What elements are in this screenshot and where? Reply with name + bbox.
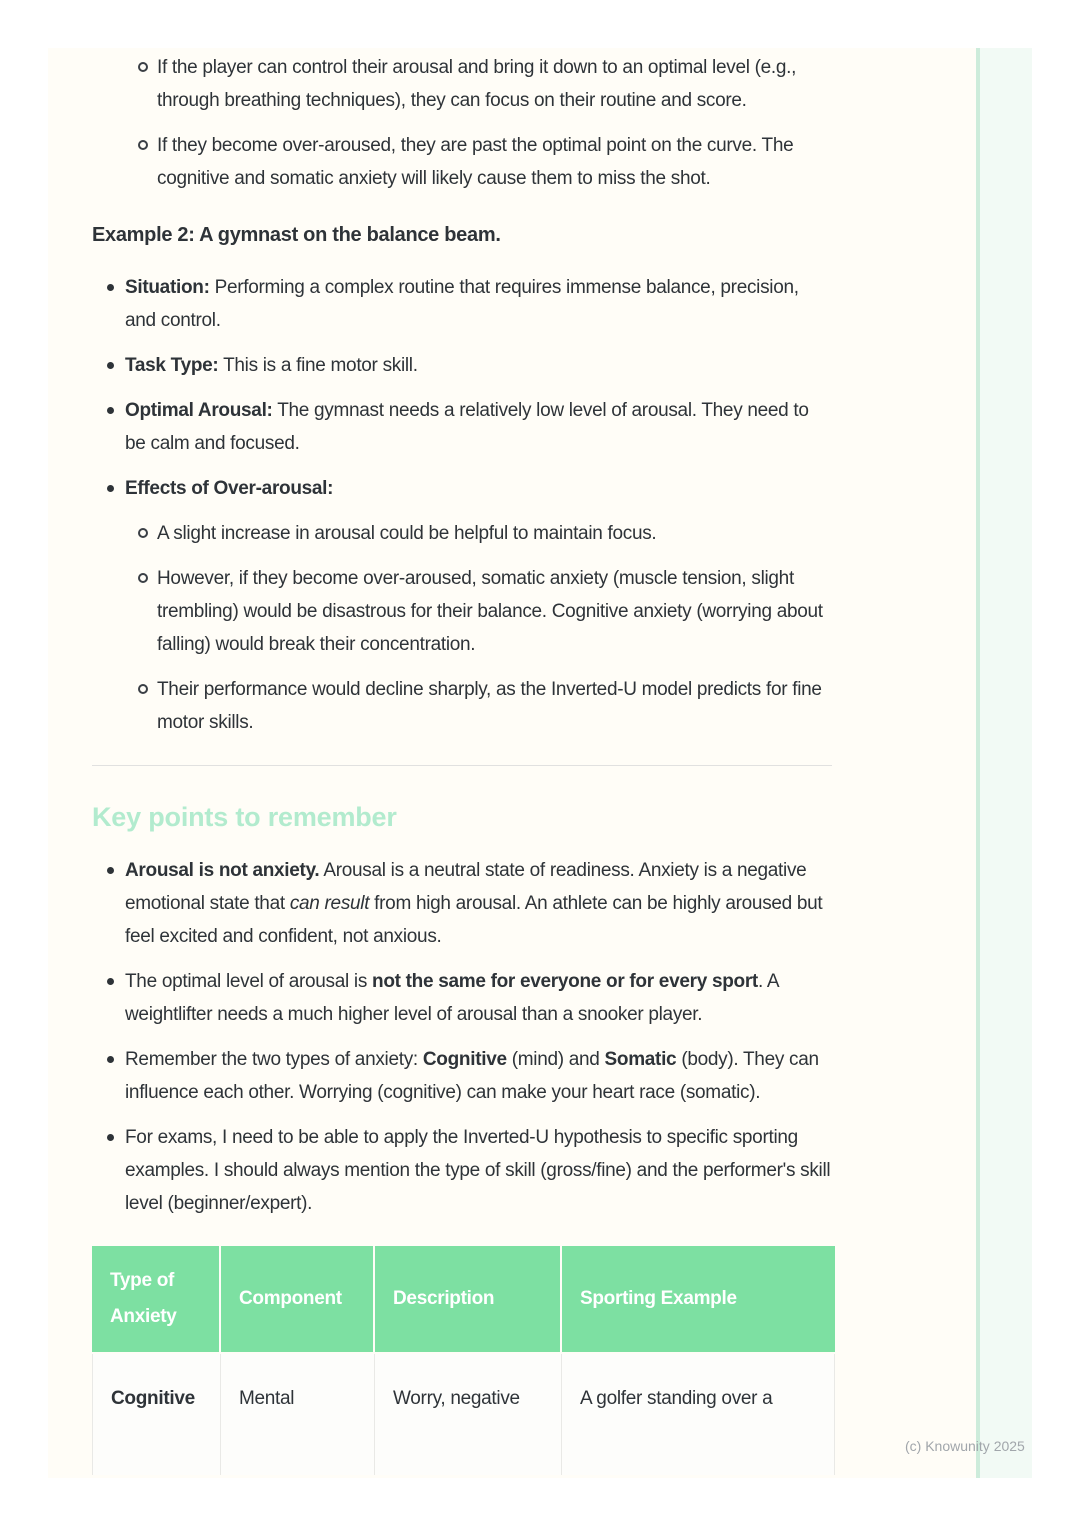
hollow-bullet-icon <box>138 684 148 694</box>
page-content <box>92 48 832 1475</box>
text-segment: (mind) and <box>506 1049 605 1070</box>
table-cell-component: Mental <box>221 1354 375 1475</box>
text-segment: . A weightlifter needs a much higher level of arousal than a snooker player. <box>125 971 779 1025</box>
bullet-icon <box>107 867 114 874</box>
page-edge-accent <box>976 48 1032 1478</box>
list-item-text <box>125 394 832 460</box>
key-points-heading: Key points to remember <box>92 802 397 832</box>
list-item-text <box>125 349 832 382</box>
list-item-text: A slight increase in arousal could be helpful to maintain focus. <box>157 523 657 544</box>
list-item-text <box>125 1043 832 1109</box>
bullet-icon <box>107 978 114 985</box>
table-cell-sporting-example: A golfer standing over a <box>562 1354 835 1475</box>
intro-bullet-list <box>92 51 832 195</box>
copyright-watermark: (c) Knowunity 2025 <box>905 1438 1025 1454</box>
text-segment-italic: can result <box>289 893 370 914</box>
list-item-body: Performing a complex routine that requires immense balance, precision, and control. <box>125 277 799 331</box>
table-header-row <box>92 1246 835 1354</box>
text-segment: Arousal is a neutral state of readiness. Anxiety is a negative emotional state that <box>125 860 807 914</box>
table-header-type-of-anxiety: Type of Anxiety <box>92 1246 221 1354</box>
text-segment: Remember the two types of anxiety: <box>125 1049 423 1070</box>
list-item-text <box>125 965 832 1031</box>
hollow-bullet-icon <box>138 140 148 150</box>
hollow-bullet-icon <box>138 573 148 583</box>
list-item-text: If they become over-aroused, they are past the optimal point on the curve. The cognitive and somatic anxiety will likely cause them to miss the shot. <box>157 135 794 189</box>
bullet-icon <box>107 1134 114 1141</box>
list-item <box>92 394 832 460</box>
table-header-description: Description <box>375 1246 562 1354</box>
table-cell-description: Worry, negative <box>375 1354 562 1475</box>
hollow-bullet-icon <box>138 528 148 538</box>
table-header-component: Component <box>221 1246 375 1354</box>
text-segment-bold: Arousal is not anxiety. <box>125 860 320 881</box>
list-item-label: Situation: <box>125 277 210 298</box>
anxiety-types-table <box>92 1246 835 1475</box>
table-cell-type: Cognitive <box>92 1354 221 1475</box>
effects-sub-bullet-list <box>92 517 832 739</box>
list-item-body: This is a fine motor skill. <box>218 355 418 376</box>
list-item-text <box>125 854 832 953</box>
example-bullet-list <box>92 271 832 739</box>
section-divider <box>92 765 832 766</box>
text-segment-bold: not the same for everyone or for every sport <box>372 971 758 992</box>
list-item <box>92 854 832 953</box>
list-item <box>92 1043 832 1109</box>
list-item-text <box>125 1121 832 1220</box>
document-page <box>48 48 1032 1478</box>
bullet-icon <box>107 485 114 492</box>
list-item-text: Their performance would decline sharply, as the Inverted-U model predicts for fine motor skills. <box>157 679 822 733</box>
text-segment: For exams, I need to be able to apply the Inverted-U hypothesis to specific sporting examples. I should always mention the type of skill (gross/fine) and the performer's skill level (beginner/expert). <box>125 1127 831 1214</box>
list-item-label: Task Type: <box>125 355 219 376</box>
text-segment: from high arousal. An athlete can be highly aroused but feel excited and confident, not anxious. <box>125 893 823 947</box>
list-item-text <box>125 472 832 505</box>
text-segment-bold: Somatic <box>604 1049 677 1070</box>
list-item <box>92 271 832 337</box>
list-item <box>92 562 832 661</box>
list-item-label: Optimal Arousal: <box>125 400 273 421</box>
hollow-bullet-icon <box>138 62 148 72</box>
key-points-list <box>92 854 832 1220</box>
text-segment-bold: Cognitive <box>422 1049 507 1070</box>
bullet-icon <box>107 407 114 414</box>
bullet-icon <box>107 362 114 369</box>
list-item <box>92 965 832 1031</box>
list-item <box>92 517 832 550</box>
bullet-icon <box>107 1056 114 1063</box>
list-item-body: The gymnast needs a relatively low level of arousal. They need to be calm and focused. <box>125 400 809 454</box>
example-heading: Example 2: A gymnast on the balance beam. <box>92 224 501 246</box>
list-item <box>92 472 832 505</box>
list-item <box>92 673 832 739</box>
list-item <box>92 349 832 382</box>
list-item-text: If the player can control their arousal and bring it down to an optimal level (e.g., through breathing techniques), they can focus on their routine and score. <box>157 57 797 111</box>
list-item <box>92 129 832 195</box>
table-header-sporting-example: Sporting Example <box>562 1246 835 1354</box>
text-segment: The optimal level of arousal is <box>125 971 373 992</box>
list-item <box>92 1121 832 1220</box>
text-segment: (body). They can influence each other. Worrying (cognitive) can make your heart race (somatic). <box>125 1049 819 1103</box>
table-row <box>92 1354 835 1475</box>
list-item <box>92 51 832 117</box>
bullet-icon <box>107 284 114 291</box>
list-item-label: Effects of Over-arousal: <box>125 478 334 499</box>
list-item-text: However, if they become over-aroused, somatic anxiety (muscle tension, slight trembling) would be disastrous for their balance. Cognitive anxiety (worrying about falling) would break their concentration. <box>157 568 823 655</box>
list-item-text <box>125 271 832 337</box>
